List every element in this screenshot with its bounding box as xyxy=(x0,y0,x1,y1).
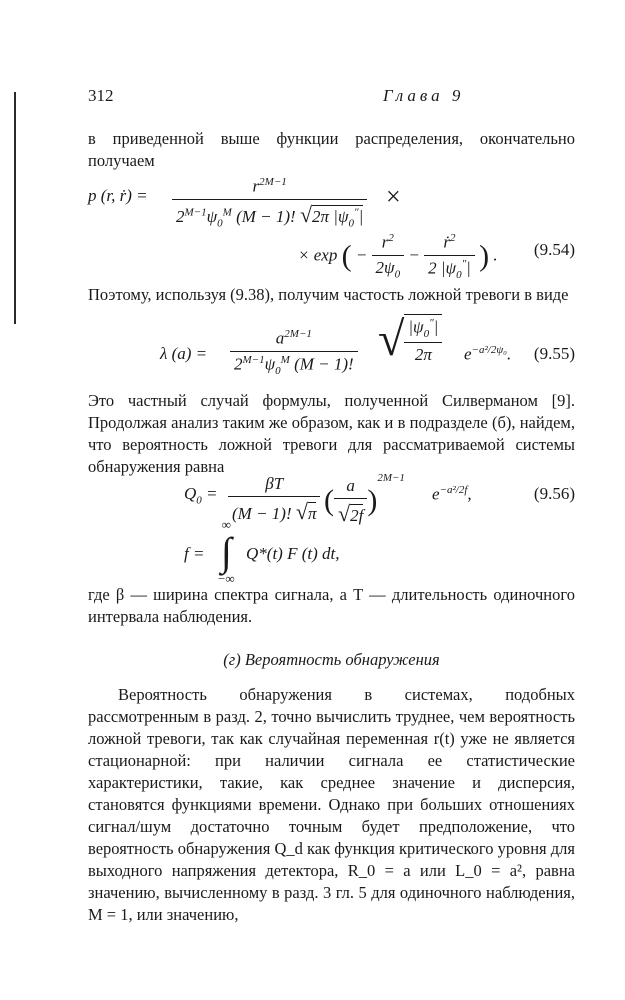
eq954-number: (9.54) xyxy=(533,240,575,259)
page-number: 312 xyxy=(88,86,114,105)
paragraph-3-text: Это частный случай формулы, полученной Силверманом [9]. Продолжая анализ таким же образом, как и в подразделе (б), найдем, что вероятность ложной тревоги для рассматриваемой системы обнаружения равна xyxy=(88,391,575,476)
eq956-integrand: Q*(t) F (t) dt, xyxy=(246,544,340,563)
eq955-lhs: λ (a) = xyxy=(160,344,208,363)
equation-9-54-line-1 xyxy=(88,176,575,230)
eq956-fraction: $\frac{\beta T}{(M - 1)! √\pi}$ xyxy=(228,474,320,525)
equation-9-56 xyxy=(88,474,575,530)
paragraph-5-text: Вероятность обнаружения в системах, подобных рассмотренным в разд. 2, точно вычислить труднее, чем вероятность ложной тревоги, так как случайная переменная r(t) уже не является стационарной: при наличии сигнала ее статистические характеристики, такие, как среднее значение и дисперсия, становятся функциями времени. Однако при больших отношениях сигнал/шум достаточно точным будет предположение, что вероятность обнаружения Q_d как функция критического уровня для выходного напряжения детектора, R_0 = a или L_0 = a², равна значению, вычисленному в разд. 3 гл. 5 для одиночного наблюдения, M = 1, или значению, xyxy=(88,685,575,924)
paragraph-2 xyxy=(88,284,575,306)
eq954-fraction: $\frac{r^{2M-1}}{2^{M-1}\psi_0^M (M - 1)! √2\pi |\psi_0''|}$ xyxy=(172,176,367,229)
eq956-f-lhs: f = xyxy=(184,544,205,563)
equation-f-integral xyxy=(88,517,575,588)
paragraph-1-text: в приведенной выше функции распределения, окончательно получаем xyxy=(88,129,575,170)
running-head: Глава 9 xyxy=(383,86,465,105)
section-heading: (г) Вероятность обнаружения xyxy=(223,650,440,669)
equation-9-54-line-2 xyxy=(88,226,575,281)
eq956-number: (9.56) xyxy=(533,484,575,503)
eq954-exp: × exp ( − $\frac{r^2}{2\psi_0}$ − $\frac{ṙ^2}{2 |\psi_0''|}$ ) . xyxy=(298,232,498,281)
paragraph-1 xyxy=(88,128,575,172)
paragraph-4-text: где β — ширина спектра сигнала, а T — длительность одиночного интервала наблюдения. xyxy=(88,585,575,626)
eq956-bracket: ( $\frac{a}{√2f}$ )$^{2M-1}$ xyxy=(324,472,405,526)
paragraph-3 xyxy=(88,390,575,478)
margin-rule xyxy=(14,92,16,324)
eq955-root: √ $\frac{|\psi_0''|}{2\pi}$ xyxy=(378,312,442,367)
equation-9-55 xyxy=(88,313,575,386)
eq956-lhs: $Q_0$ = xyxy=(184,484,218,507)
eq955-fraction: $\frac{a^{2M-1}}{2^{M-1}\psi_0^M (M - 1)!}$ xyxy=(230,328,358,377)
paragraph-2-text: Поэтому, используя (9.38), получим частость ложной тревоги в виде xyxy=(88,285,569,304)
eq955-exp: $e^{-a^2/2\psi_0}$. xyxy=(464,344,512,364)
eq955-number: (9.55) xyxy=(533,344,575,363)
page-header xyxy=(88,86,575,110)
paragraph-4 xyxy=(88,584,575,628)
eq956-exp: $e^{-a^2/2f}$, xyxy=(432,484,472,504)
eq954-times: × xyxy=(386,182,401,211)
integral-sign: ∞ ∫ −∞ xyxy=(218,517,235,586)
eq954-lhs: p (r, ṙ) = xyxy=(88,186,148,205)
paragraph-5 xyxy=(88,684,575,926)
